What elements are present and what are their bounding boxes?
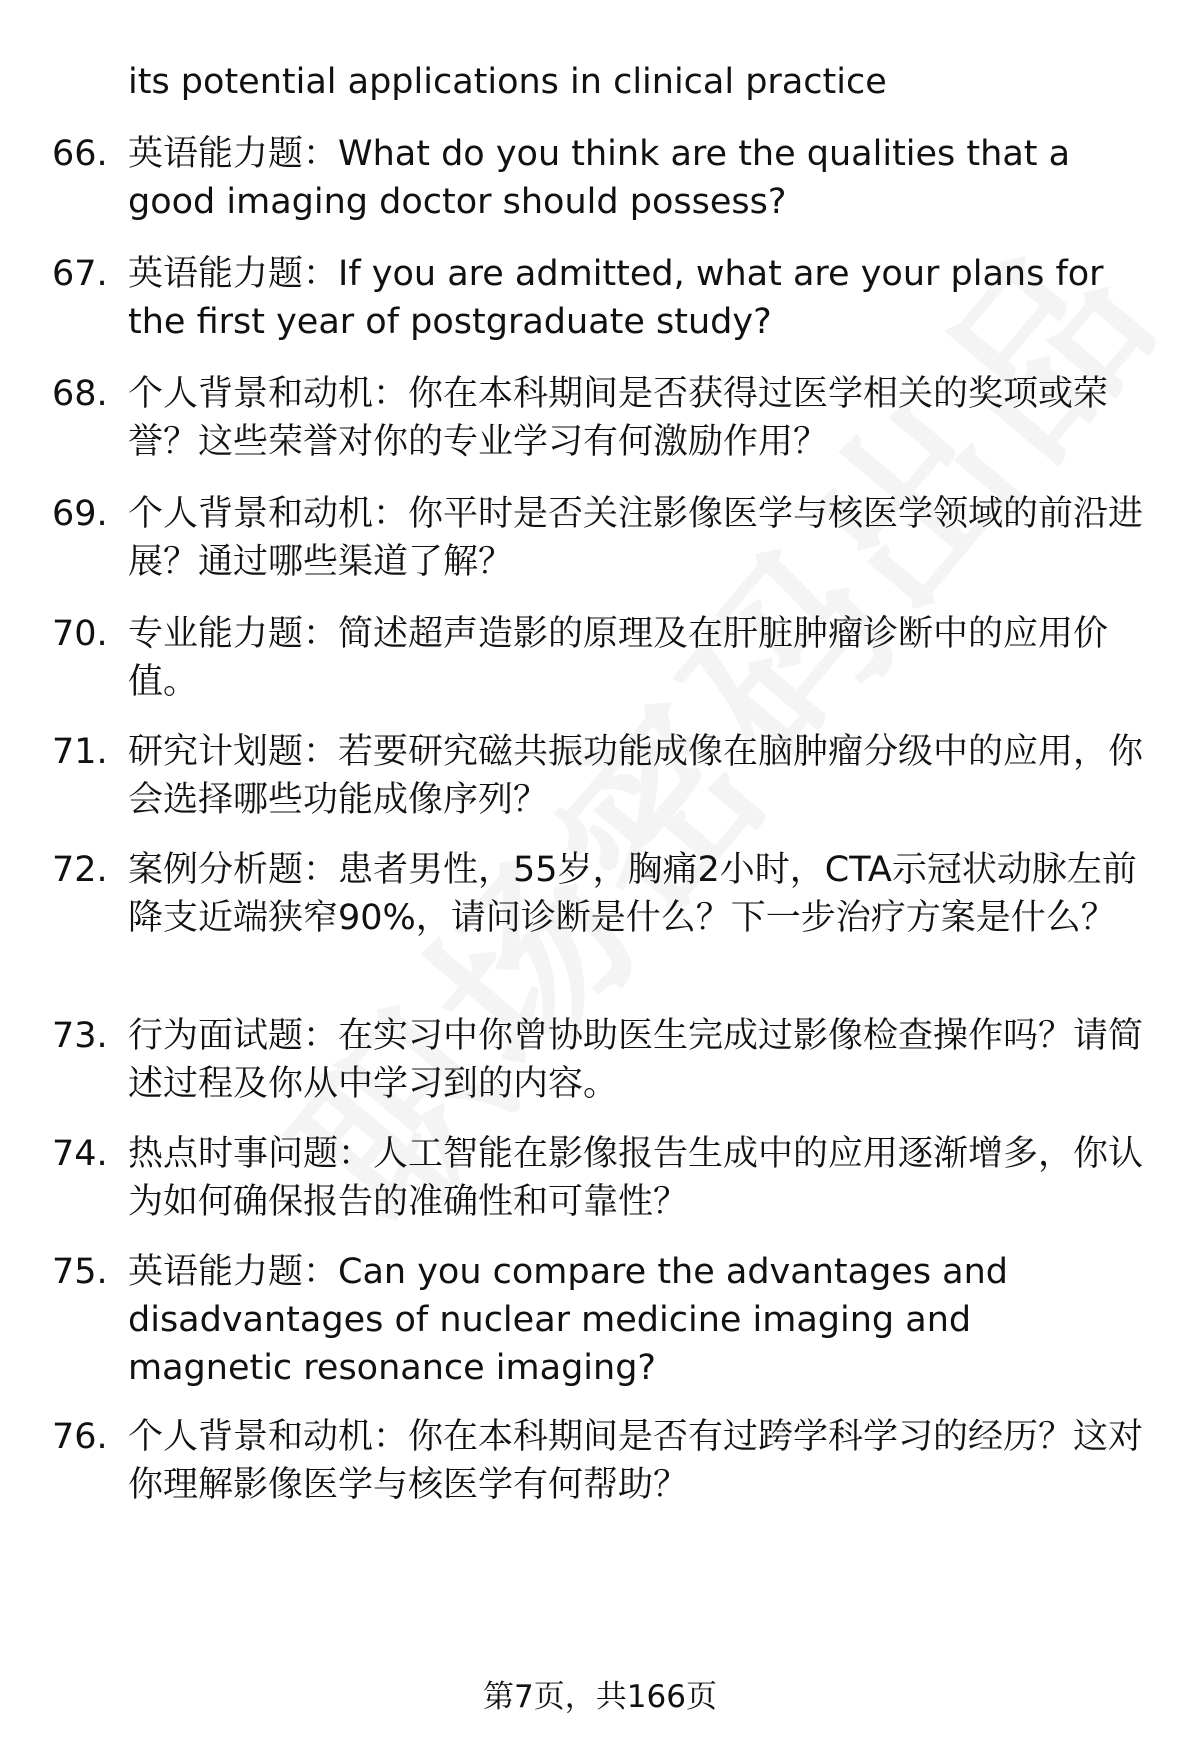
- question-text: 案例分析题：患者男性，55岁，胸痛2小时，CTA示冠状动脉左前降支近端狭窄90%，请问诊断是什么？下一步治疗方案是什么？: [128, 850, 1137, 938]
- question-number: 73.: [52, 1016, 108, 1056]
- question-number: 71.: [52, 732, 108, 772]
- question-number: 72.: [52, 850, 108, 890]
- question-text: 热点时事问题：人工智能在影像报告生成中的应用逐渐增多，你认为如何确保报告的准确性和可靠性？: [128, 1134, 1144, 1222]
- question-text: 研究计划题：若要研究磁共振功能成像在脑肿瘤分级中的应用，你会选择哪些功能成像序列？: [128, 732, 1144, 820]
- question-text: 个人背景和动机：你在本科期间是否获得过医学相关的奖项或荣誉？这些荣誉对你的专业学习有何激励作用？: [128, 374, 1109, 462]
- question-number: 67.: [52, 254, 108, 294]
- question-text: 个人背景和动机：你平时是否关注影像医学与核医学领域的前沿进展？通过哪些渠道了解？: [128, 494, 1144, 582]
- question-number: 75.: [52, 1252, 108, 1292]
- question-number: 74.: [52, 1134, 108, 1174]
- question-text: 英语能力题：Can you compare the advantages and disadvantages of nuclear medicine imaging and magnetic resonance imaging?: [128, 1252, 1009, 1388]
- page-footer: 第7页，共166页: [483, 1679, 717, 1715]
- question-text: 英语能力题：What do you think are the qualities that a good imaging doctor should possess?: [128, 134, 1071, 222]
- question-text: 专业能力题：简述超声造影的原理及在肝脏肿瘤诊断中的应用价值。: [128, 614, 1109, 702]
- question-text: 英语能力题：If you are admitted, what are your plans for the first year of postgraduate study?: [128, 254, 1104, 342]
- question-text: 个人背景和动机：你在本科期间是否有过跨学科学习的经历？这对你理解影像医学与核医学有何帮助？: [128, 1417, 1144, 1505]
- question-number: 76.: [52, 1417, 108, 1457]
- continuation-text: its potential applications in clinical practice: [128, 62, 887, 102]
- question-number: 68.: [52, 374, 108, 414]
- question-number: 66.: [52, 134, 108, 174]
- question-number: 69.: [52, 494, 108, 534]
- question-text: 行为面试题：在实习中你曾协助医生完成过影像检查操作吗？请简述过程及你从中学习到的内容。: [128, 1016, 1144, 1104]
- question-number: 70.: [52, 614, 108, 654]
